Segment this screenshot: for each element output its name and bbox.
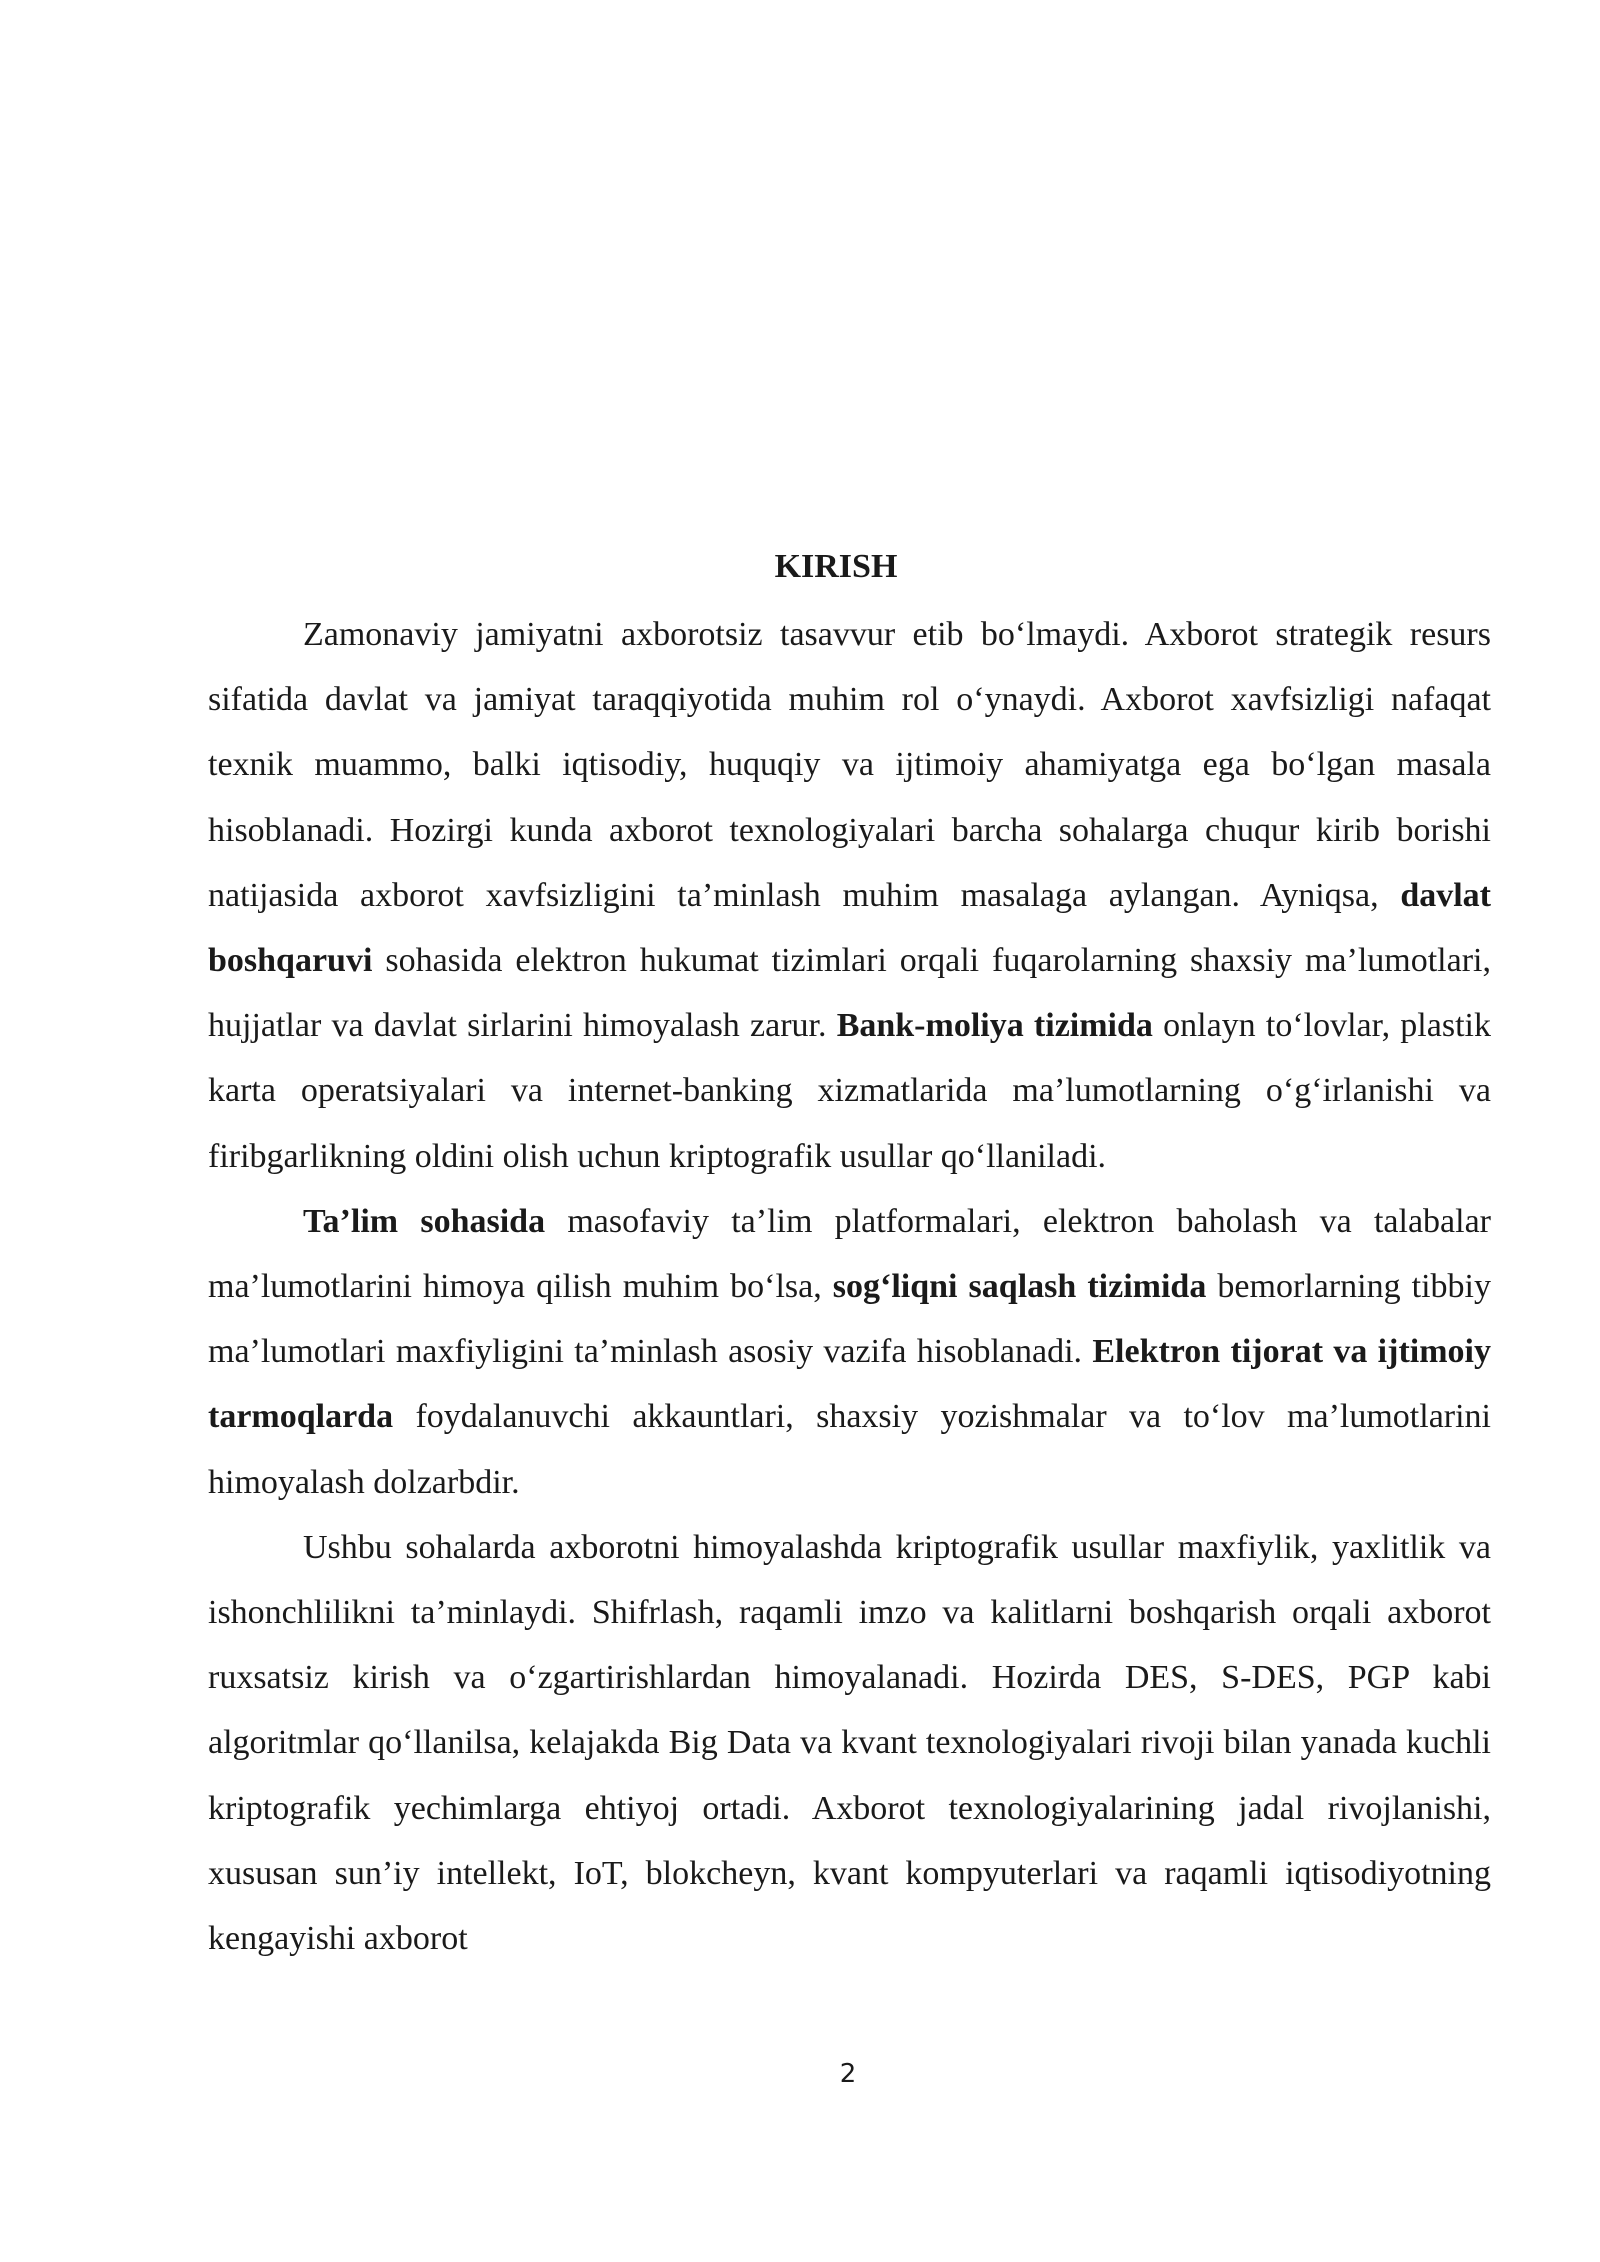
text-run: masofaviy ta’lim platformalari, elektron baholash va talabalar ma’lumotlarini himoya qilish muhim bo‘lsa, — [208, 1202, 1491, 1306]
paragraph-2 — [208, 1189, 1491, 1515]
text-run: Zamonaviy jamiyatni axborotsiz tasavvur etib bo‘lmaydi. Axborot strategik resurs sifatida davlat va jamiyat taraqqiyotida muhim rol o‘ynaydi. Axborot xavfsizligi nafaqat texnik muammo, balki iqtisodiy, huquqiy va ijtimoiy ahamiyatga ega bo‘lgan masala hisoblanadi. Hozirgi kunda axborot texnologiyalari barcha sohalarga chuqur kirib borishi natijasida axborot xavfsizligini ta’minlash muhim masalaga aylangan. Ayniqsa, — [208, 616, 1491, 914]
paragraph-1 — [208, 602, 1491, 1189]
text-run: sohasida elektron hukumat tizimlari orqali fuqarolarning shaxsiy ma’lumotlari, hujjatlar va davlat sirlarini himoyalash zarur. — [208, 942, 1491, 1045]
bold-phrase: Ta’lim sohasida — [303, 1202, 546, 1240]
text-run: Ushbu sohalarda axborotni himoyalashda kriptografik usullar maxfiylik, yaxlitlik va ishonchlilikni ta’minlaydi. Shifrlash, raqamli imzo va kalitlarni boshqarish orqali axborot ruxsatsiz kirish va o‘zgartirishlardan himoyalanadi. Hozirda DES, S-DES, PGP kabi algoritmlar qo‘llanilsa, kelajakda Big Data va kvant texnologiyalari rivoji bilan yanada kuchli kriptografik yechimlarga ehtiyoj ortadi. Axborot texnologiyalarining jadal rivojlanishi, xususan sun’iy intellekt, IoT, blokcheyn, kvant kompyuterlari va raqamli iqtisodiyotning kengayishi axborot — [208, 1528, 1491, 1958]
page-title: KIRISH — [774, 548, 898, 585]
body-text — [208, 602, 1491, 1971]
paragraph-3 — [208, 1515, 1491, 1971]
text-run: foydalanuvchi akkauntlari, shaxsiy yozishmalar va to‘lov ma’lumotlarini himoyalash dolzarbdir. — [208, 1398, 1491, 1501]
bold-phrase: sog‘liqni saqlash tizimida — [832, 1268, 1207, 1306]
bold-phrase: davlat boshqaruvi — [208, 876, 1491, 980]
bold-phrase: Bank-moliya tizimida — [836, 1007, 1153, 1045]
bold-phrase: Elektron tijorat va ijtimoiy tarmoqlarda — [208, 1333, 1491, 1436]
page-number: 2 — [839, 2059, 857, 2089]
text-run: bemorlarning tibbiy ma’lumotlari maxfiyligini ta’minlash asosiy vazifa hisoblanadi. — [208, 1268, 1491, 1371]
text-run: onlayn to‘lovlar, plastik karta operatsiyalari va internet-banking xizmatlarida ma’lumotlarning o‘g‘irlanishi va firibgarlikning oldini olish uchun kriptografik usullar qo‘llaniladi. — [208, 1007, 1491, 1175]
